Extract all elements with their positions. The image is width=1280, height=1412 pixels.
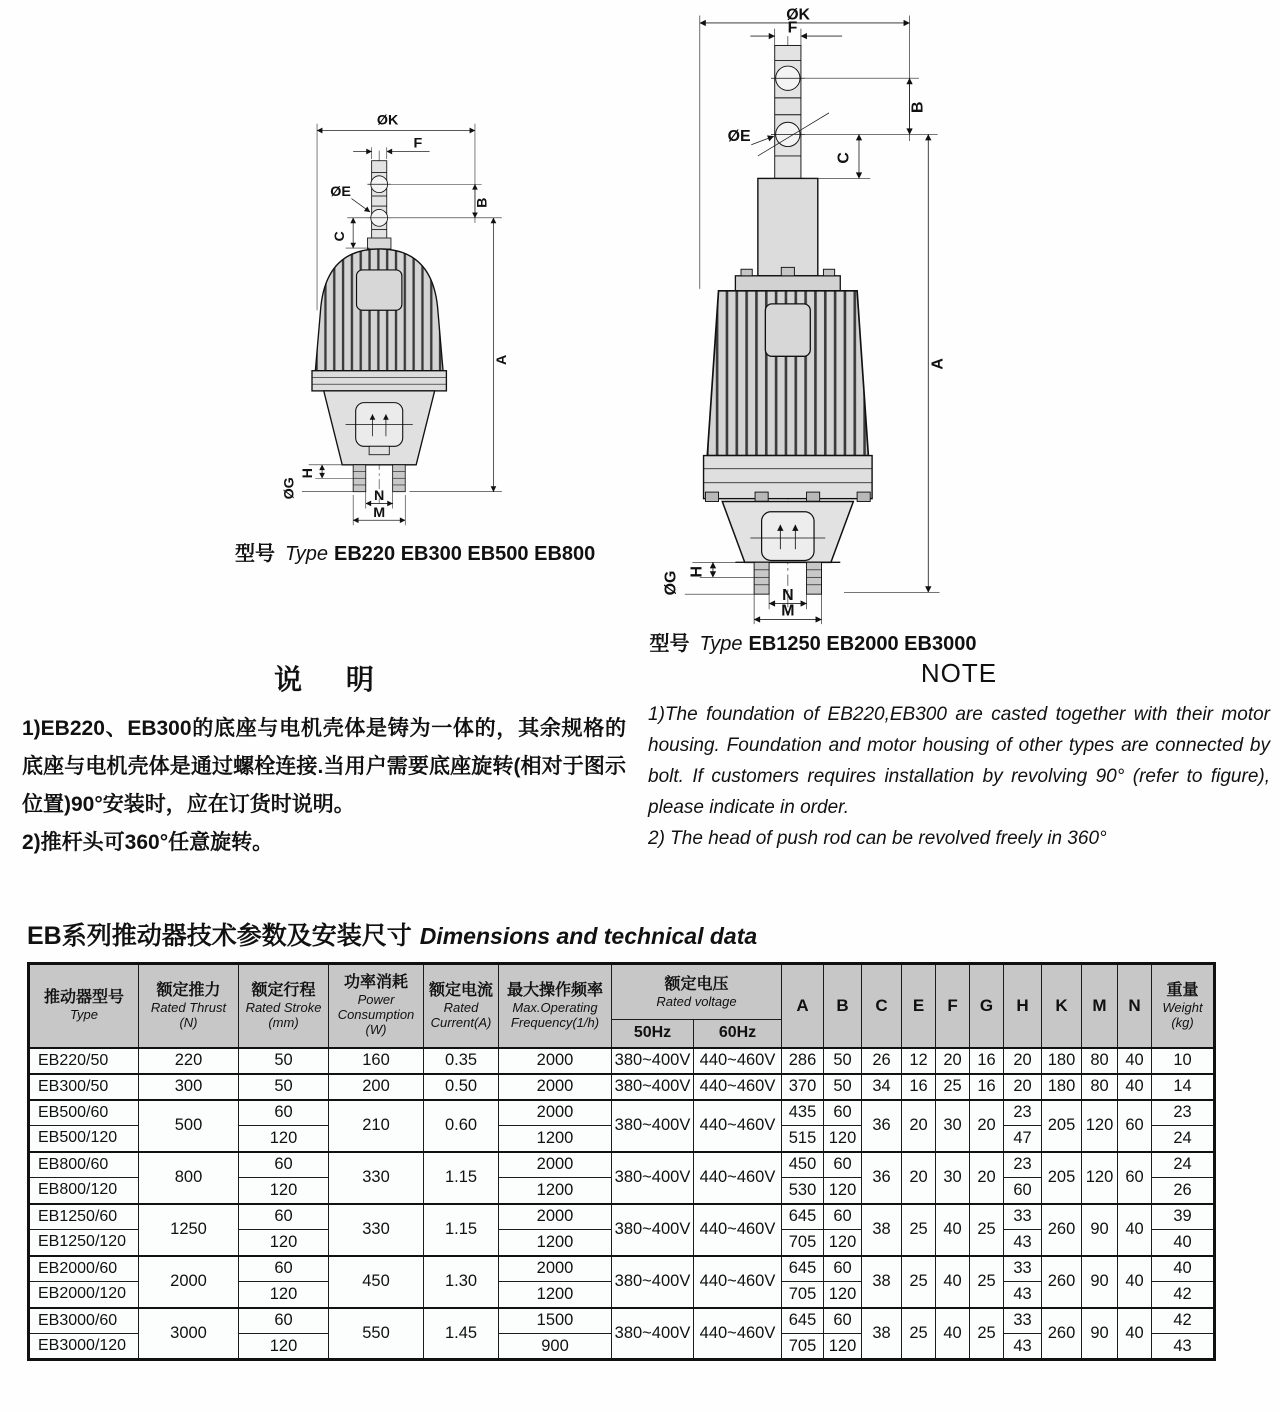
table-cell: 20 (970, 1152, 1004, 1204)
table-cell: 530 (782, 1178, 824, 1204)
table-cell: 260 (1042, 1204, 1082, 1256)
table-cell: 120 (1082, 1152, 1118, 1204)
table-cell: 1250 (139, 1204, 239, 1256)
table-cell: 24 (1152, 1126, 1215, 1152)
table-cell: 20 (902, 1100, 936, 1152)
column-header: G (970, 964, 1004, 1048)
model-type-cell: EB500/60 (29, 1100, 139, 1126)
table-cell: 60 (824, 1204, 862, 1230)
table-title-zh: EB系列推动器技术参数及安装尺寸 (27, 922, 412, 950)
table-cell: 80 (1082, 1074, 1118, 1100)
table-cell: 380~400V (612, 1308, 694, 1360)
table-cell: 40 (1118, 1048, 1152, 1074)
table-cell: 20 (936, 1048, 970, 1074)
table-cell: 40 (1118, 1256, 1152, 1308)
column-header: F (936, 964, 970, 1048)
table-cell: 33 (1004, 1308, 1042, 1334)
table-cell: 10 (1152, 1048, 1215, 1074)
left-technical-drawing (270, 112, 522, 532)
table-cell: 80 (1082, 1048, 1118, 1074)
table-cell: 330 (329, 1152, 424, 1204)
table-cell: 120 (824, 1230, 862, 1256)
table-cell: 160 (329, 1048, 424, 1074)
table-cell: 120 (824, 1282, 862, 1308)
table-cell: 40 (936, 1204, 970, 1256)
table-cell: 43 (1152, 1334, 1215, 1360)
table-cell: 370 (782, 1074, 824, 1100)
table-cell: 1200 (499, 1178, 612, 1204)
column-header: 额定行程 Rated Stroke (mm) (239, 964, 329, 1048)
table-cell: 0.60 (424, 1100, 499, 1152)
specifications-table (27, 962, 1216, 1361)
dim-label-b: B (909, 101, 927, 114)
table-cell: 23 (1152, 1100, 1215, 1126)
table-cell: 40 (1152, 1230, 1215, 1256)
table-cell: 205 (1042, 1100, 1082, 1152)
model-type-cell: EB800/120 (29, 1178, 139, 1204)
table-cell: 25 (970, 1308, 1004, 1360)
table-cell: 60 (1004, 1178, 1042, 1204)
table-cell: 25 (970, 1256, 1004, 1308)
frequency-column-header: 60Hz (694, 1020, 782, 1048)
table-title-en: Dimensions and technical data (419, 923, 758, 949)
table-cell: 25 (970, 1204, 1004, 1256)
frequency-column-header: 50Hz (612, 1020, 694, 1048)
table-cell: 60 (239, 1152, 329, 1178)
table-cell: 200 (329, 1074, 424, 1100)
notes-chinese-title: 说 明 (274, 664, 392, 695)
column-header: C (862, 964, 902, 1048)
dim-label-e: ØE (330, 184, 351, 200)
left-drawing-caption (235, 537, 596, 566)
model-type-cell: EB2000/120 (29, 1282, 139, 1308)
dim-label-h: H (688, 565, 706, 578)
table-cell: 33 (1004, 1256, 1042, 1282)
table-cell: 43 (1004, 1334, 1042, 1360)
table-cell: 38 (862, 1256, 902, 1308)
table-cell: 1200 (499, 1230, 612, 1256)
right-technical-drawing (645, 8, 955, 626)
table-cell: 440~460V (694, 1074, 782, 1100)
table-cell: 16 (902, 1074, 936, 1100)
table-cell: 435 (782, 1100, 824, 1126)
table-cell: 645 (782, 1308, 824, 1334)
table-cell: 50 (239, 1048, 329, 1074)
table-cell: 60 (824, 1256, 862, 1282)
table-cell: 90 (1082, 1204, 1118, 1256)
column-header: 额定电流 Rated Current(A) (424, 964, 499, 1048)
table-cell: 800 (139, 1152, 239, 1204)
table-cell: 20 (1004, 1048, 1042, 1074)
dim-label-n: N (782, 586, 794, 604)
column-header: K (1042, 964, 1082, 1048)
table-body (29, 1048, 1215, 1360)
table-cell: 450 (329, 1256, 424, 1308)
table-cell: 450 (782, 1152, 824, 1178)
table-cell: 2000 (499, 1204, 612, 1230)
table-cell: 120 (1082, 1100, 1118, 1152)
table-cell: 60 (824, 1100, 862, 1126)
table-cell: 120 (824, 1126, 862, 1152)
table-cell: 705 (782, 1334, 824, 1360)
column-header: N (1118, 964, 1152, 1048)
dim-label-a: A (494, 354, 511, 365)
table-cell: 2000 (499, 1100, 612, 1126)
table-cell: 705 (782, 1282, 824, 1308)
table-cell: 120 (239, 1334, 329, 1360)
table-cell: 16 (970, 1074, 1004, 1100)
notes-english-title: NOTE (920, 658, 998, 688)
column-header: B (824, 964, 862, 1048)
table-cell: 60 (824, 1308, 862, 1334)
table-cell: 500 (139, 1100, 239, 1152)
table-cell: 120 (824, 1178, 862, 1204)
model-type-cell: EB300/50 (29, 1074, 139, 1100)
column-header: E (902, 964, 936, 1048)
right-drawing-caption (648, 627, 978, 656)
table-cell: 38 (862, 1204, 902, 1256)
column-header: 最大操作频率 Max.Operating Frequency(1/h) (499, 964, 612, 1048)
caption-models: EB1250 EB2000 EB3000 (748, 633, 977, 655)
table-cell: 20 (1004, 1074, 1042, 1100)
table-cell: 25 (902, 1308, 936, 1360)
table-cell: 2000 (499, 1256, 612, 1282)
table-cell: 42 (1152, 1308, 1215, 1334)
table-cell: 60 (239, 1204, 329, 1230)
table-cell: 380~400V (612, 1204, 694, 1256)
table-cell: 33 (1004, 1204, 1042, 1230)
table-cell: 1500 (499, 1308, 612, 1334)
table-cell: 16 (970, 1048, 1004, 1074)
table-cell: 25 (936, 1074, 970, 1100)
dim-label-c: C (835, 152, 853, 164)
table-cell: 30 (936, 1152, 970, 1204)
table-cell: 90 (1082, 1256, 1118, 1308)
table-cell: 2000 (139, 1256, 239, 1308)
caption-type-en: Type (699, 633, 743, 655)
caption-type-zh: 型号 (649, 633, 690, 655)
table-cell: 1200 (499, 1126, 612, 1152)
table-row (29, 1074, 1215, 1100)
table-cell: 24 (1152, 1152, 1215, 1178)
table-cell: 30 (936, 1100, 970, 1152)
table-cell: 60 (239, 1308, 329, 1334)
note-item: 2)推杆头可360°任意旋转。 (22, 831, 274, 854)
dim-label-a: A (929, 358, 947, 370)
model-type-cell: EB1250/60 (29, 1204, 139, 1230)
note-item: 2) The head of push rod can be revolved freely in 360° (648, 828, 1107, 849)
table-cell: 2000 (499, 1048, 612, 1074)
table-row (29, 1152, 1215, 1178)
table-cell: 26 (862, 1048, 902, 1074)
table-cell: 36 (862, 1100, 902, 1152)
model-type-cell: EB1250/120 (29, 1230, 139, 1256)
table-cell: 23 (1004, 1152, 1042, 1178)
table-cell: 60 (239, 1100, 329, 1126)
table-cell: 380~400V (612, 1100, 694, 1152)
table-cell: 120 (239, 1178, 329, 1204)
table-cell: 286 (782, 1048, 824, 1074)
dim-label-g: ØG (662, 570, 680, 596)
table-cell: 380~400V (612, 1152, 694, 1204)
caption-type-zh: 型号 (235, 543, 275, 565)
column-header: 功率消耗 Power Consumption (W) (329, 964, 424, 1048)
table-cell: 0.50 (424, 1074, 499, 1100)
table-cell: 40 (1118, 1074, 1152, 1100)
table-cell: 40 (1118, 1308, 1152, 1360)
table-cell: 380~400V (612, 1074, 694, 1100)
table-cell: 40 (936, 1308, 970, 1360)
table-row (29, 1100, 1215, 1126)
table-cell: 20 (902, 1152, 936, 1204)
table-cell: 39 (1152, 1204, 1215, 1230)
table-cell: 25 (902, 1256, 936, 1308)
dim-label-m: M (373, 504, 386, 521)
table-cell: 14 (1152, 1074, 1215, 1100)
table-cell: 40 (1152, 1256, 1215, 1282)
table-cell: 50 (824, 1048, 862, 1074)
table-cell: 0.35 (424, 1048, 499, 1074)
notes-english (648, 658, 1270, 854)
dim-label-g: ØG (281, 477, 298, 500)
table-header (29, 964, 1215, 1048)
table-cell: 210 (329, 1100, 424, 1152)
table-cell: 440~460V (694, 1256, 782, 1308)
table-row (29, 1048, 1215, 1074)
table-cell: 1200 (499, 1282, 612, 1308)
dim-label-n: N (374, 488, 385, 505)
table-cell: 440~460V (694, 1048, 782, 1074)
table-cell: 3000 (139, 1308, 239, 1360)
table-cell: 440~460V (694, 1100, 782, 1152)
caption-models: EB220 EB300 EB500 EB800 (333, 543, 596, 565)
table-cell: 645 (782, 1256, 824, 1282)
table-cell: 60 (824, 1152, 862, 1178)
table-cell: 205 (1042, 1152, 1082, 1204)
table-row (29, 1308, 1215, 1334)
table-cell: 440~460V (694, 1204, 782, 1256)
table-cell: 47 (1004, 1126, 1042, 1152)
table-cell: 40 (1118, 1204, 1152, 1256)
table-cell: 180 (1042, 1048, 1082, 1074)
column-header: H (1004, 964, 1042, 1048)
dim-label-e: ØE (727, 127, 751, 145)
note-item: 1)The foundation of EB220,EB300 are casted together with their motor housing. Foundation and motor housing of other types are connected by bolt. If customers requires installation by revolving 90° (refer to figure), please indicate in order. (648, 704, 1270, 818)
table-cell: 380~400V (612, 1256, 694, 1308)
table-cell: 25 (902, 1204, 936, 1256)
table-cell: 380~400V (612, 1048, 694, 1074)
table-cell: 900 (499, 1334, 612, 1360)
table-cell: 2000 (499, 1152, 612, 1178)
table-cell: 330 (329, 1204, 424, 1256)
table-cell: 120 (824, 1334, 862, 1360)
table-cell: 180 (1042, 1074, 1082, 1100)
table-cell: 42 (1152, 1282, 1215, 1308)
table-cell: 120 (239, 1126, 329, 1152)
model-type-cell: EB800/60 (29, 1152, 139, 1178)
table-cell: 550 (329, 1308, 424, 1360)
column-header: A (782, 964, 824, 1048)
table-cell: 60 (1118, 1152, 1152, 1204)
notes-chinese (22, 658, 626, 862)
dim-label-h: H (299, 468, 316, 479)
table-cell: 1.30 (424, 1256, 499, 1308)
table-cell: 60 (239, 1256, 329, 1282)
table-title (27, 916, 757, 952)
table-cell: 50 (824, 1074, 862, 1100)
table-cell: 440~460V (694, 1152, 782, 1204)
dim-label-m: M (781, 602, 795, 620)
table-cell: 1.45 (424, 1308, 499, 1360)
table-cell: 220 (139, 1048, 239, 1074)
table-cell: 1.15 (424, 1152, 499, 1204)
table-cell: 2000 (499, 1074, 612, 1100)
model-type-cell: EB2000/60 (29, 1256, 139, 1282)
table-cell: 1.15 (424, 1204, 499, 1256)
column-header: 重量 Weight (kg) (1152, 964, 1215, 1048)
model-type-cell: EB500/120 (29, 1126, 139, 1152)
column-header: 额定电压 Rated voltage (612, 964, 782, 1020)
table-cell: 120 (239, 1230, 329, 1256)
table-cell: 120 (239, 1282, 329, 1308)
table-row (29, 1204, 1215, 1230)
table-cell: 20 (970, 1100, 1004, 1152)
table-cell: 515 (782, 1126, 824, 1152)
table-cell: 60 (1118, 1100, 1152, 1152)
table-row (29, 1256, 1215, 1282)
table-cell: 40 (936, 1256, 970, 1308)
table-cell: 90 (1082, 1308, 1118, 1360)
table-cell: 36 (862, 1152, 902, 1204)
model-type-cell: EB3000/120 (29, 1334, 139, 1360)
table-cell: 43 (1004, 1230, 1042, 1256)
dim-label-c: C (331, 231, 348, 242)
dim-label-f: F (413, 135, 423, 152)
thruster-body-small (312, 151, 446, 504)
column-header: 推动器型号 Type (29, 964, 139, 1048)
column-header: 额定推力 Rated Thrust (N) (139, 964, 239, 1048)
table-cell: 705 (782, 1230, 824, 1256)
table-cell: 26 (1152, 1178, 1215, 1204)
table-cell: 260 (1042, 1308, 1082, 1360)
dim-label-f: F (787, 19, 798, 37)
table-cell: 12 (902, 1048, 936, 1074)
table-cell: 23 (1004, 1100, 1042, 1126)
table-cell: 645 (782, 1204, 824, 1230)
table-cell: 440~460V (694, 1308, 782, 1360)
model-type-cell: EB220/50 (29, 1048, 139, 1074)
note-item: 1)EB220、EB300的底座与电机壳体是铸为一体的，其余规格的底座与电机壳体是通过螺栓连接.当用户需要底座旋转(相对于图示位置)90°安装时，应在订货时说明。 (22, 717, 626, 816)
thruster-body-large (704, 36, 873, 617)
table-cell: 34 (862, 1074, 902, 1100)
model-type-cell: EB3000/60 (29, 1308, 139, 1334)
dim-label-k: ØK (786, 8, 811, 24)
table-cell: 300 (139, 1074, 239, 1100)
dim-label-b: B (474, 197, 491, 208)
dim-label-k: ØK (376, 112, 399, 129)
table-cell: 43 (1004, 1282, 1042, 1308)
column-header: M (1082, 964, 1118, 1048)
table-cell: 50 (239, 1074, 329, 1100)
table-cell: 38 (862, 1308, 902, 1360)
table-cell: 260 (1042, 1256, 1082, 1308)
caption-type-en: Type (285, 543, 328, 565)
